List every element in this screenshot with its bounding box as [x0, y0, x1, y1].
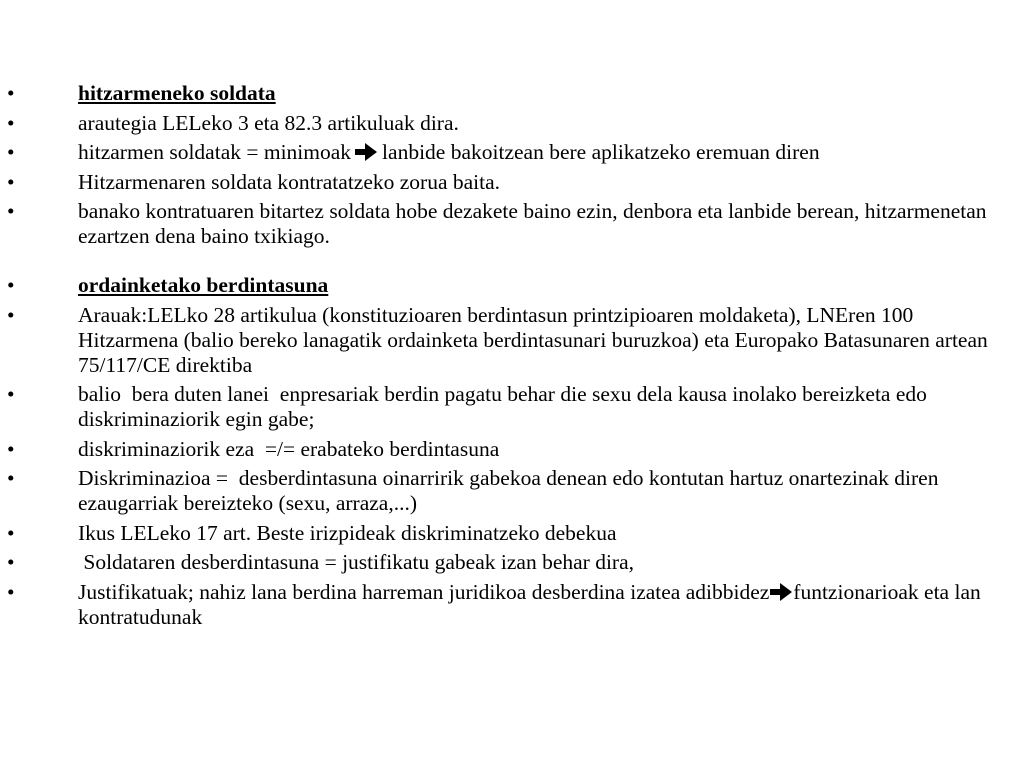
bullet-icon: • [7, 466, 15, 490]
list-item [0, 382, 1024, 432]
bullet-icon: • [7, 436, 15, 461]
right-arrow-icon [355, 143, 377, 161]
list-item-text: Hitzarmenaren soldata kontratatzeko zorua baita. [78, 169, 501, 194]
list-item-text: diskriminaziorik eza =/= erabateko berdintasuna [78, 436, 500, 461]
list-item [0, 303, 1024, 378]
bullet-icon: • [7, 382, 15, 406]
list-item [0, 580, 1024, 630]
list-item [0, 170, 1024, 195]
bullet-icon: • [7, 273, 15, 297]
list-item [0, 466, 1024, 516]
list-item-text: Diskriminazioa = desberdintasuna oinarririk gabekoa denean edo kontutan hartuz onartezinak diren ezaugarriak bereizteko (sexu, arraza,...) [78, 466, 944, 515]
list-item [0, 199, 1024, 249]
list-item-text: Ikus LELeko 17 art. Beste irizpideak diskriminatzeko debekua [78, 520, 617, 545]
list-item [0, 550, 1024, 575]
list-item-text: Arauak:LELko 28 artikulua (konstituzioaren berdintasun printzipioaren moldaketa), LNEren 100 Hitzarmena (balio bereko lanagatik ordainketa berdintasunari buruzkoa) eta Europako Batasunaren artean 75/117/CE direktiba [78, 302, 988, 377]
bullet-list [0, 81, 1024, 634]
bullet-icon: • [7, 110, 15, 135]
list-item-text-before-arrow: Justifikatuak; nahiz lana berdina harreman juridikoa desberdina izatea adibbidez [78, 579, 770, 604]
bullet-icon: • [7, 302, 15, 327]
list-item-ordainketako-berdintasuna-heading [0, 273, 1024, 298]
right-arrow-icon [770, 583, 792, 601]
bullet-icon: • [7, 140, 15, 164]
bullet-icon: • [7, 550, 15, 574]
bullet-icon: • [7, 199, 15, 223]
section-heading: ordainketako berdintasuna [78, 273, 329, 297]
bullet-icon: • [7, 169, 15, 194]
bullet-icon: • [7, 81, 15, 105]
list-item-text: arautegia LELeko 3 eta 82.3 artikuluak dira. [78, 110, 459, 135]
list-item-text: banako kontratuaren bitartez soldata hobe dezakete baino ezin, denbora eta lanbide berean, hitzarmenetan ezartzen dena baino txikiago. [78, 199, 987, 248]
bullet-icon: • [7, 520, 15, 545]
list-item-text: balio bera duten lanei enpresariak berdin pagatu behar die sexu dela kausa inolako bereizketa edo diskriminaziorik egin gabe; [78, 382, 933, 431]
section-heading: hitzarmeneko soldata [78, 81, 276, 105]
list-item-text-before-arrow: hitzarmen soldatak = minimoak [78, 140, 352, 164]
list-item [0, 437, 1024, 462]
bullet-icon: • [7, 579, 15, 604]
list-item-text: Soldataren desberdintasuna = justifikatu gabeak izan behar dira, [78, 550, 634, 574]
list-item-hitzarmeneko-soldata-heading [0, 81, 1024, 106]
list-item [0, 111, 1024, 136]
list-item [0, 140, 1024, 165]
list-item [0, 521, 1024, 546]
list-item-text-after-arrow: lanbide bakoitzean bere aplikatzeko eremuan diren [382, 140, 820, 164]
list-item-text-after-arrow: funtzionarioak eta lan kontratudunak [78, 579, 981, 629]
